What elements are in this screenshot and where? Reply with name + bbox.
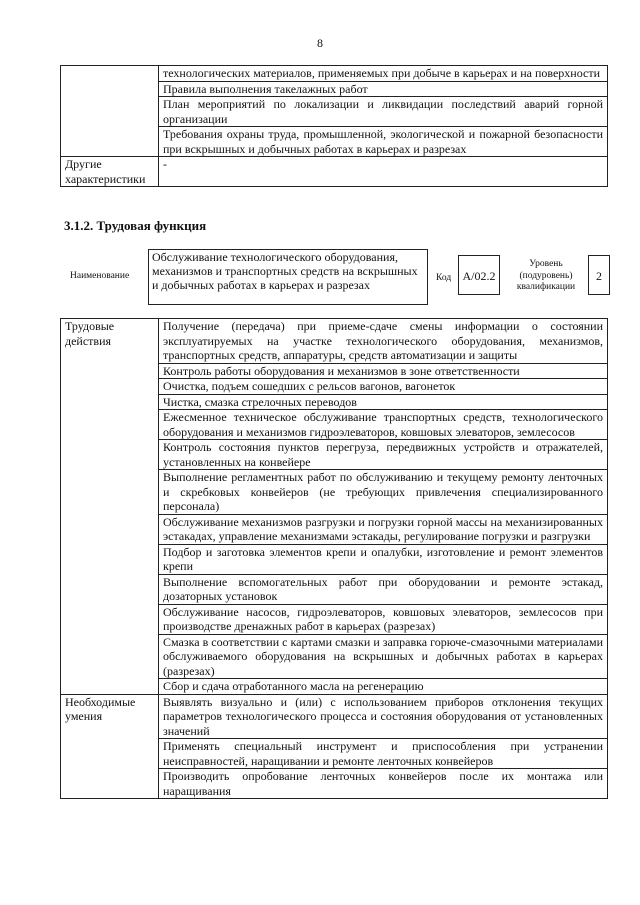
labor-action: Контроль работы оборудования и механизмов в зоне ответственности (159, 363, 608, 379)
code-box: A/02.2 (458, 255, 500, 295)
table-cell: - (159, 157, 608, 187)
page-number: 8 (317, 36, 323, 50)
code-label: Код (436, 273, 452, 283)
table-row (61, 694, 608, 739)
row-label-other-characteristics: Другие характеристики (61, 157, 159, 187)
table-cell: технологических материалов, применяемых при добыче в карьерах и на поверхности (159, 66, 608, 82)
labor-actions-table (60, 318, 608, 799)
section-heading: 3.1.2. Трудовая функция (64, 218, 207, 233)
labor-action: Сбор и сдача отработанного масла на регенерацию (159, 679, 608, 695)
labor-action: Контроль состояния пунктов перегруза, передвижных устройств и отражателей, установленных на конвейере (159, 440, 608, 470)
table-row (61, 66, 608, 82)
labor-action: Выполнение вспомогательных работ при оборудовании и ремонте эстакад, дозаторных установок (159, 574, 608, 604)
required-skill: Применять специальный инструмент и приспособления при устранении неисправностей, наращивании и ремонте ленточных конвейеров (159, 739, 608, 769)
table-cell: Требования охраны труда, промышленной, экологической и пожарной безопасности при вскрышных и добычных работах в карьерах и разрезах (159, 127, 608, 157)
labor-action: Чистка, смазка стрелочных переводов (159, 394, 608, 410)
required-skill-group-label: Необходимые умения (61, 694, 159, 799)
labor-action: Подбор и заготовка элементов крепи и опалубки, изготовление и ремонт элементов крепи (159, 544, 608, 574)
name-label: Наименование (70, 271, 130, 281)
table-cell: Правила выполнения такелажных работ (159, 81, 608, 97)
labor-action: Обслуживание насосов, гидроэлеваторов, ковшовых элеваторов, землесосов при производстве дренажных работ в карьерах (разрезах) (159, 604, 608, 634)
table-row (61, 319, 608, 364)
required-skill: Выявлять визуально и (или) с использованием приборов отклонения текущих параметров технологического процесса и состояния оборудования от установленных значений (159, 694, 608, 739)
qualification-level-box: 2 (588, 255, 610, 295)
labor-action-group-label: Трудовые действия (61, 319, 159, 695)
table-cell: План мероприятий по локализации и ликвидации последствий аварий горной организации (159, 97, 608, 127)
knowledge-table (60, 65, 608, 187)
row-label (61, 66, 159, 157)
qualification-level-label: Уровень (подуровень) квалификации (516, 259, 576, 292)
labor-action: Смазка в соответствии с картами смазки и заправка горюче-смазочными материалами обслуживаемого оборудования на вскрышных и добычных работах в карьерах (разрезах) (159, 634, 608, 679)
labor-action: Выполнение регламентных работ по обслуживанию и текущему ремонту ленточных и скребковых конвейеров (не требующих привлечения специализированного персонала) (159, 470, 608, 515)
labor-action: Ежесменное техническое обслуживание транспортных средств, технологического оборудования и механизмов гидроэлеваторов, ковшовых элеваторов, землесосов (159, 410, 608, 440)
labor-action: Обслуживание механизмов разгрузки и погрузки горной массы на механизированных эстакадах, управление механизмами эстакады, регулирование погрузки и разгрузки (159, 514, 608, 544)
function-name-box: Обслуживание технологического оборудования, механизмов и транспортных средств на вскрышных и добычных работах в карьерах и разрезах (148, 249, 428, 305)
labor-action: Получение (передача) при приеме-сдаче смены информации о состоянии эксплуатируемых на участке технологического оборудования, механизмов, транспортных средств, аппаратуры, средств автоматизации и защиты (159, 319, 608, 364)
labor-function-header (60, 247, 608, 307)
table-row (61, 157, 608, 187)
required-skill: Производить опробование ленточных конвейеров после их монтажа или наращивания (159, 769, 608, 799)
labor-action: Очистка, подъем сошедших с рельсов вагонов, вагонеток (159, 379, 608, 395)
